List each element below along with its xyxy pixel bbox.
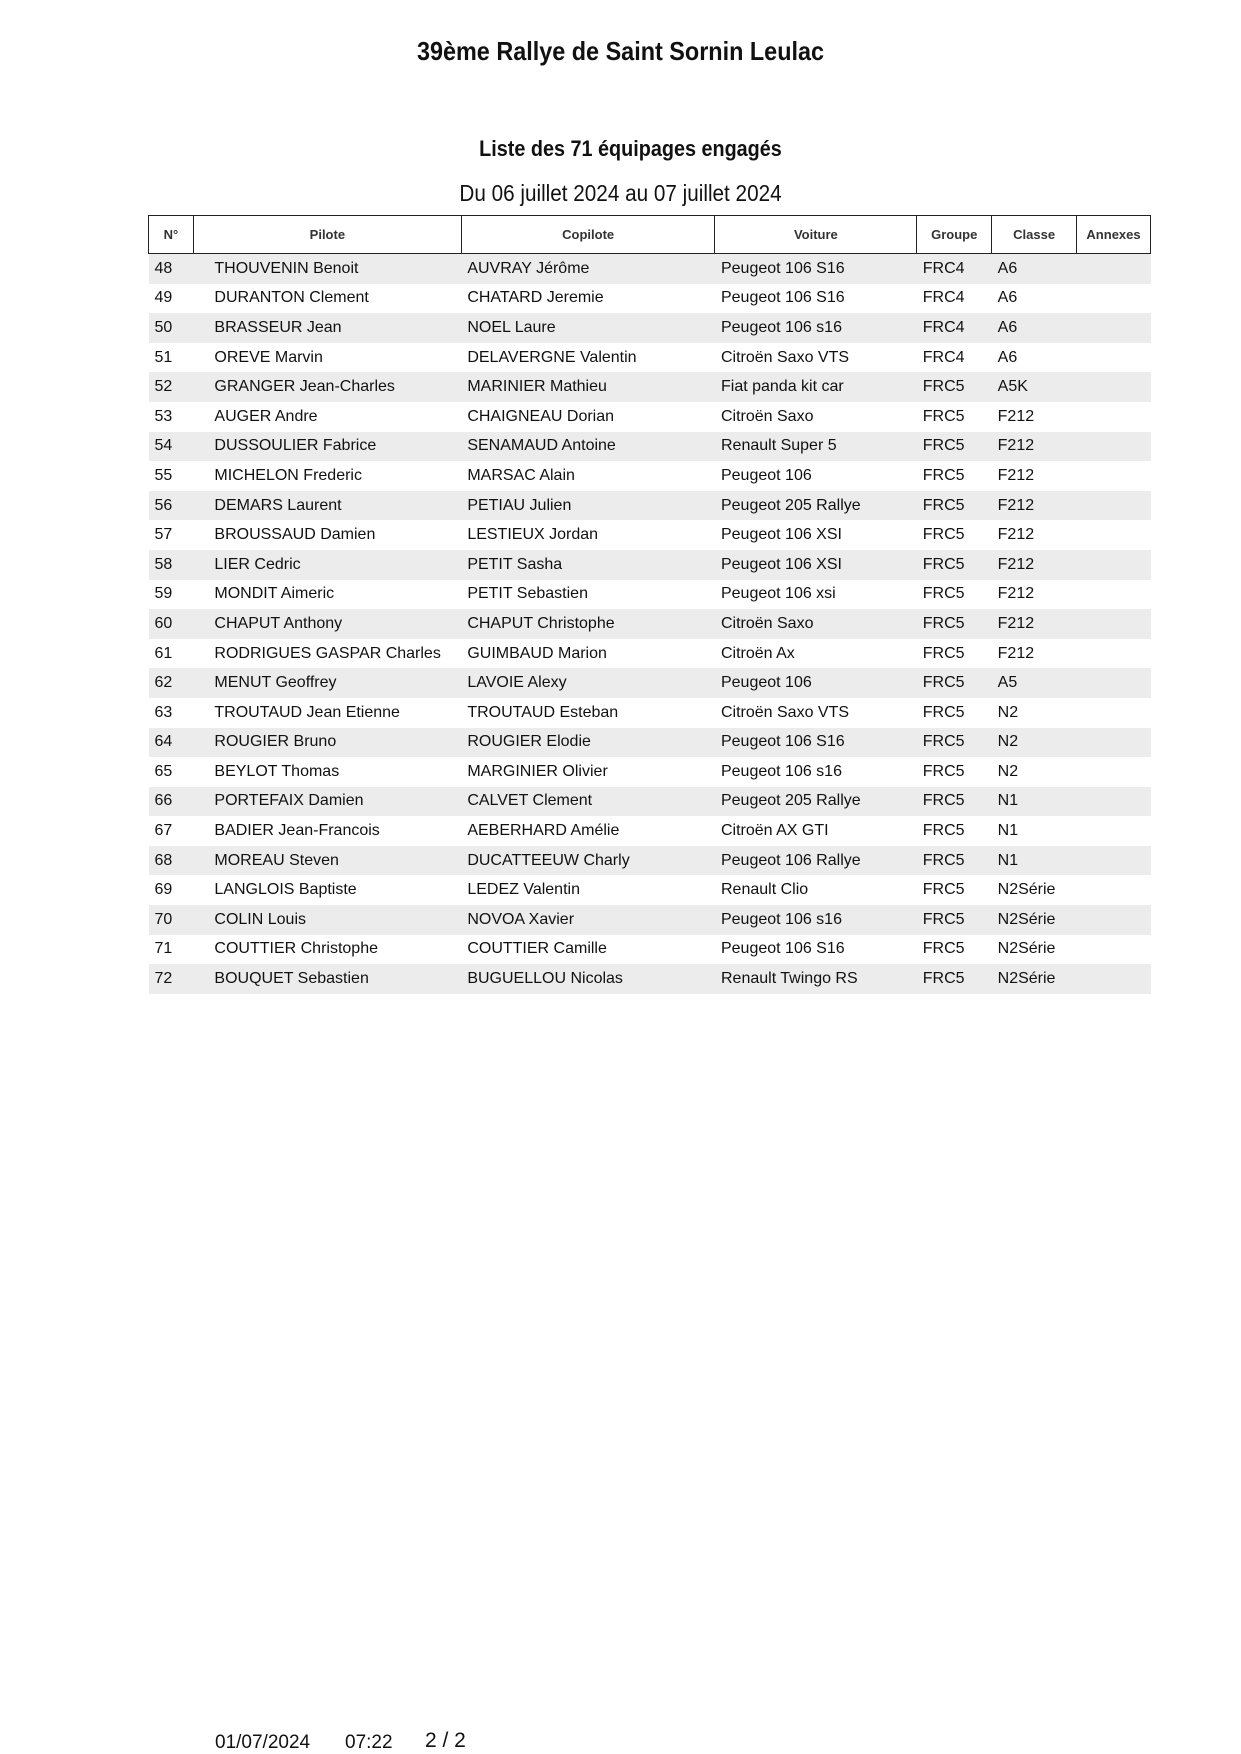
cell-annexes	[1077, 935, 1151, 965]
cell-number: 67	[154, 822, 173, 840]
table-row	[149, 846, 1151, 876]
cell-copilote: GUIMBAUD Marion	[467, 644, 607, 662]
cell-pilote: LIER Cedric	[193, 550, 461, 580]
cell-classe: F212	[992, 609, 1077, 639]
cell-number: 68	[149, 846, 194, 876]
cell-groupe: FRC5	[922, 407, 965, 425]
cell-groupe: FRC5	[922, 822, 965, 840]
cell-copilote: ROUGIER Elodie	[461, 728, 715, 758]
cell-classe: F212	[997, 644, 1035, 662]
table-row	[149, 964, 1151, 994]
cell-pilote: DURANTON Clement	[214, 289, 369, 307]
cell-pilote: BOUQUET Sebastien	[193, 964, 461, 994]
table-row	[149, 875, 1151, 905]
cell-pilote: CHAPUT Anthony	[193, 609, 461, 639]
cell-pilote: THOUVENIN Benoit	[193, 254, 461, 284]
cell-copilote: BUGUELLOU Nicolas	[461, 964, 715, 994]
cell-annexes	[1077, 284, 1151, 314]
cell-voiture: Peugeot 106 s16	[715, 905, 917, 935]
cell-classe: N1	[997, 822, 1019, 840]
table-row	[149, 639, 1151, 669]
cell-classe: N2	[992, 728, 1077, 758]
cell-groupe: FRC5	[917, 432, 992, 462]
cell-classe: A6	[992, 254, 1077, 284]
cell-groupe: FRC4	[917, 313, 992, 343]
cell-groupe: FRC5	[922, 466, 965, 484]
cell-classe: F212	[997, 466, 1035, 484]
table-row	[149, 520, 1151, 550]
cell-annexes	[1077, 787, 1151, 817]
cell-copilote: AEBERHARD Amélie	[467, 822, 620, 840]
cell-groupe: FRC5	[917, 491, 992, 521]
cell-classe: A6	[997, 348, 1018, 366]
event-dates: Du 06 juillet 2024 au 07 juillet 2024	[459, 180, 782, 206]
cell-pilote: BEYLOT Thomas	[214, 762, 340, 780]
cell-annexes	[1077, 875, 1151, 905]
cell-classe: F212	[992, 491, 1077, 521]
cell-number: 64	[149, 728, 194, 758]
cell-annexes	[1077, 668, 1151, 698]
cell-voiture: Peugeot 106	[715, 668, 917, 698]
cell-number: 61	[154, 644, 173, 662]
cell-voiture: Peugeot 106 S16	[715, 254, 917, 284]
table-row	[149, 580, 1151, 610]
cell-classe: N2Série	[997, 881, 1056, 899]
cell-voiture: Fiat panda kit car	[715, 372, 917, 402]
cell-copilote: MARINIER Mathieu	[461, 372, 715, 402]
cell-annexes	[1077, 402, 1151, 432]
table-row	[149, 284, 1151, 314]
cell-annexes	[1077, 491, 1151, 521]
cell-voiture: Peugeot 106 S16	[720, 289, 845, 307]
cell-pilote: MONDIT Aimeric	[214, 585, 335, 603]
cell-annexes	[1077, 757, 1151, 787]
cell-voiture: Citroën Saxo VTS	[720, 348, 850, 366]
cell-copilote: AUVRAY Jérôme	[461, 254, 715, 284]
cell-number: 48	[149, 254, 194, 284]
cell-annexes	[1077, 580, 1151, 610]
cell-classe: F212	[992, 550, 1077, 580]
cell-copilote: CALVET Clement	[461, 787, 715, 817]
cell-pilote: COLIN Louis	[193, 905, 461, 935]
cell-classe: A5K	[992, 372, 1077, 402]
cell-copilote: TROUTAUD Esteban	[467, 703, 619, 721]
cell-classe: N1	[992, 787, 1077, 817]
cell-voiture: Peugeot 106 xsi	[720, 585, 836, 603]
cell-pilote: BROUSSAUD Damien	[214, 526, 376, 544]
cell-annexes	[1077, 550, 1151, 580]
cell-groupe: FRC4	[917, 254, 992, 284]
cell-number: 52	[149, 372, 194, 402]
table-row	[149, 432, 1151, 462]
cell-groupe: FRC5	[922, 644, 965, 662]
cell-annexes	[1077, 639, 1151, 669]
cell-copilote: CHAPUT Christophe	[461, 609, 715, 639]
table-row	[149, 816, 1151, 846]
cell-classe: N1	[992, 846, 1077, 876]
cell-copilote: LESTIEUX Jordan	[467, 526, 599, 544]
cell-groupe: FRC5	[917, 905, 992, 935]
print-time: 07:22	[345, 1732, 393, 1753]
cell-groupe: FRC5	[917, 550, 992, 580]
table-row	[149, 491, 1151, 521]
page-number: 2 / 2	[425, 1729, 466, 1752]
cell-voiture: Renault Clio	[720, 881, 809, 899]
cell-annexes	[1077, 698, 1151, 728]
header-pilote: Pilote	[193, 216, 461, 254]
cell-pilote: ROUGIER Bruno	[193, 728, 461, 758]
cell-groupe: FRC5	[917, 964, 992, 994]
table-row	[149, 254, 1151, 284]
cell-pilote: BRASSEUR Jean	[193, 313, 461, 343]
table-row	[149, 757, 1151, 787]
cell-groupe: FRC5	[917, 728, 992, 758]
cell-copilote: MARSAC Alain	[467, 466, 575, 484]
cell-number: 70	[149, 905, 194, 935]
cell-pilote: GRANGER Jean-Charles	[193, 372, 461, 402]
cell-number: 63	[154, 703, 173, 721]
cell-annexes	[1077, 372, 1151, 402]
cell-copilote: PETIT Sasha	[461, 550, 715, 580]
cell-voiture: Peugeot 106 S16	[720, 940, 845, 958]
table-row	[149, 787, 1151, 817]
cell-pilote: TROUTAUD Jean Etienne	[214, 703, 400, 721]
cell-groupe: FRC5	[922, 526, 965, 544]
cell-number: 50	[149, 313, 194, 343]
cell-annexes	[1077, 609, 1151, 639]
cell-number: 59	[154, 585, 173, 603]
cell-voiture: Citroën Saxo	[715, 609, 917, 639]
header-classe: Classe	[992, 216, 1077, 254]
cell-annexes	[1077, 313, 1151, 343]
cell-groupe: FRC5	[917, 668, 992, 698]
cell-classe: A6	[992, 313, 1077, 343]
cell-copilote: LEDEZ Valentin	[467, 881, 580, 899]
table-row	[149, 935, 1151, 965]
cell-groupe: FRC5	[917, 609, 992, 639]
table-row	[149, 313, 1151, 343]
table-row	[149, 550, 1151, 580]
cell-copilote: COUTTIER Camille	[467, 940, 607, 958]
cell-copilote: DELAVERGNE Valentin	[467, 348, 637, 366]
cell-copilote: NOVOA Xavier	[461, 905, 715, 935]
document-title: 39ème Rallye de Saint Sornin Leulac	[416, 36, 825, 66]
header-voiture: Voiture	[715, 216, 917, 254]
cell-classe: F212	[997, 526, 1035, 544]
table-row	[149, 402, 1151, 432]
cell-number: 69	[154, 881, 173, 899]
cell-classe: N2Série	[997, 940, 1056, 958]
cell-annexes	[1077, 816, 1151, 846]
cell-copilote: PETIAU Julien	[461, 491, 715, 521]
cell-pilote: BADIER Jean-Francois	[214, 822, 380, 840]
cell-classe: F212	[997, 585, 1035, 603]
cell-voiture: Peugeot 106 XSI	[720, 526, 842, 544]
cell-voiture: Citroën Ax	[720, 644, 795, 662]
cell-voiture: Peugeot 106 s16	[720, 762, 842, 780]
cell-voiture: Peugeot 205 Rallye	[715, 787, 917, 817]
header-copilote: Copilote	[461, 216, 715, 254]
cell-pilote: MICHELON Frederic	[214, 466, 362, 484]
crews-table	[148, 215, 1151, 994]
cell-classe: F212	[997, 407, 1035, 425]
cell-copilote: CHATARD Jeremie	[467, 289, 604, 307]
cell-voiture: Peugeot 106 Rallye	[715, 846, 917, 876]
cell-annexes	[1077, 728, 1151, 758]
cell-groupe: FRC5	[922, 940, 965, 958]
cell-classe: F212	[992, 432, 1077, 462]
table-row	[149, 668, 1151, 698]
table-row	[149, 461, 1151, 491]
cell-voiture: Peugeot 106 S16	[715, 728, 917, 758]
cell-annexes	[1077, 254, 1151, 284]
cell-annexes	[1077, 461, 1151, 491]
cell-number: 51	[154, 348, 173, 366]
cell-groupe: FRC5	[922, 585, 965, 603]
cell-voiture: Citroën Saxo VTS	[720, 703, 850, 721]
cell-pilote: MENUT Geoffrey	[193, 668, 461, 698]
cell-groupe: FRC5	[917, 787, 992, 817]
cell-number: 53	[154, 407, 173, 425]
cell-groupe: FRC5	[922, 703, 965, 721]
cell-number: 72	[149, 964, 194, 994]
cell-pilote: AUGER Andre	[214, 407, 318, 425]
cell-voiture: Peugeot 205 Rallye	[715, 491, 917, 521]
cell-annexes	[1077, 432, 1151, 462]
cell-annexes	[1077, 964, 1151, 994]
cell-number: 71	[154, 940, 173, 958]
cell-pilote: MOREAU Steven	[193, 846, 461, 876]
cell-copilote: NOEL Laure	[461, 313, 715, 343]
document-subtitle: Liste des 71 équipages engagés	[479, 136, 782, 161]
cell-number: 54	[149, 432, 194, 462]
cell-pilote: COUTTIER Christophe	[214, 940, 378, 958]
cell-pilote: RODRIGUES GASPAR Charles	[214, 644, 441, 662]
cell-groupe: FRC5	[922, 762, 965, 780]
cell-groupe: FRC4	[922, 348, 965, 366]
table-row	[149, 728, 1151, 758]
cell-copilote: SENAMAUD Antoine	[461, 432, 715, 462]
table-row	[149, 372, 1151, 402]
cell-voiture: Peugeot 106 s16	[715, 313, 917, 343]
cell-number: 56	[149, 491, 194, 521]
cell-pilote: LANGLOIS Baptiste	[214, 881, 357, 899]
cell-classe: N2Série	[992, 905, 1077, 935]
cell-voiture: Citroën Saxo	[720, 407, 814, 425]
cell-pilote: DEMARS Laurent	[193, 491, 461, 521]
cell-number: 55	[154, 466, 173, 484]
cell-classe: N2Série	[992, 964, 1077, 994]
table-row	[149, 905, 1151, 935]
cell-annexes	[1077, 343, 1151, 373]
print-date: 01/07/2024	[215, 1732, 311, 1753]
cell-copilote: LAVOIE Alexy	[461, 668, 715, 698]
table-row	[149, 343, 1151, 373]
cell-copilote: PETIT Sebastien	[467, 585, 588, 603]
cell-annexes	[1077, 846, 1151, 876]
cell-classe: A5	[992, 668, 1077, 698]
cell-voiture: Renault Super 5	[715, 432, 917, 462]
cell-pilote: DUSSOULIER Fabrice	[193, 432, 461, 462]
cell-copilote: DUCATTEEUW Charly	[461, 846, 715, 876]
cell-number: 62	[149, 668, 194, 698]
cell-pilote: OREVE Marvin	[214, 348, 323, 366]
cell-number: 66	[149, 787, 194, 817]
header-number: N°	[149, 216, 194, 254]
cell-copilote: CHAIGNEAU Dorian	[467, 407, 615, 425]
cell-groupe: FRC5	[917, 372, 992, 402]
cell-number: 57	[154, 526, 173, 544]
header-groupe: Groupe	[917, 216, 992, 254]
cell-voiture: Renault Twingo RS	[715, 964, 917, 994]
cell-groupe: FRC5	[922, 881, 965, 899]
cell-classe: N2	[997, 762, 1019, 780]
cell-pilote: PORTEFAIX Damien	[193, 787, 461, 817]
cell-groupe: FRC4	[922, 289, 965, 307]
table-row	[149, 609, 1151, 639]
cell-copilote: MARGINIER Olivier	[467, 762, 608, 780]
cell-voiture: Citroën AX GTI	[720, 822, 829, 840]
cell-number: 60	[149, 609, 194, 639]
cell-number: 58	[149, 550, 194, 580]
cell-number: 65	[154, 762, 173, 780]
cell-annexes	[1077, 905, 1151, 935]
cell-classe: A6	[997, 289, 1018, 307]
cell-number: 49	[154, 289, 173, 307]
cell-annexes	[1077, 520, 1151, 550]
cell-voiture: Peugeot 106 XSI	[715, 550, 917, 580]
table-row	[149, 698, 1151, 728]
cell-groupe: FRC5	[917, 846, 992, 876]
cell-voiture: Peugeot 106	[720, 466, 812, 484]
cell-classe: N2	[997, 703, 1019, 721]
table-header-row	[149, 216, 1151, 254]
header-annexes: Annexes	[1077, 216, 1151, 254]
